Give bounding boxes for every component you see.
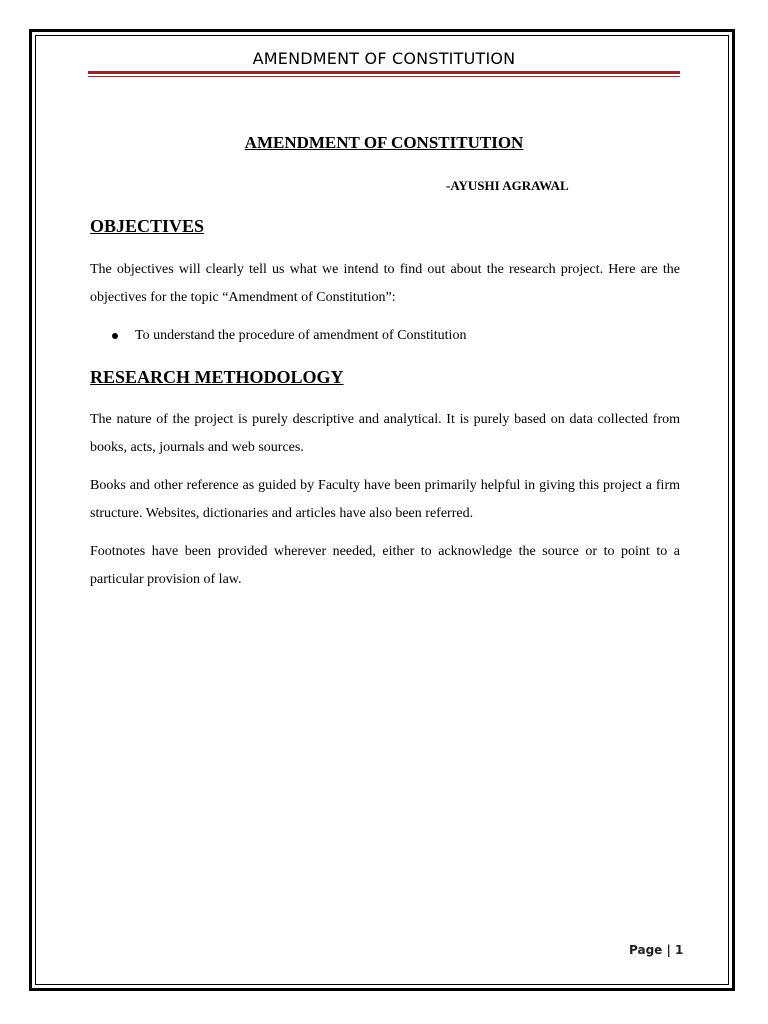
objectives-intro-paragraph: The objectives will clearly tell us what we intend to find out about the research project. Here are the objectives for the topic “Amendment of Constitution”: — [90, 262, 680, 305]
running-header: AMENDMENT OF CONSTITUTION — [252, 49, 516, 68]
header-rule-thin — [88, 76, 680, 77]
research-methodology-heading: RESEARCH METHODOLOGY — [90, 367, 344, 387]
bullet-icon — [112, 333, 118, 339]
objectives-list-item — [112, 326, 466, 346]
objectives-heading: OBJECTIVES — [90, 216, 205, 236]
header-rule — [88, 71, 680, 74]
objectives-list-item-text: To understand the procedure of amendment of Constitution — [135, 328, 467, 343]
author-line: -AYUSHI AGRAWAL — [446, 178, 569, 193]
methodology-paragraph: Books and other reference as guided by Faculty have been primarily helpful in giving this project a firm structure. Websites, dictionaries and articles have also been referred. — [90, 478, 680, 521]
methodology-paragraph: The nature of the project is purely descriptive and analytical. It is purely based on data collected from books, acts, journals and web sources. — [90, 412, 680, 455]
methodology-paragraph: Footnotes have been provided wherever needed, either to acknowledge the source or to point to a particular provision of law. — [90, 544, 680, 587]
page-number: Page | 1 — [629, 943, 684, 957]
document-title: AMENDMENT OF CONSTITUTION — [244, 133, 524, 152]
